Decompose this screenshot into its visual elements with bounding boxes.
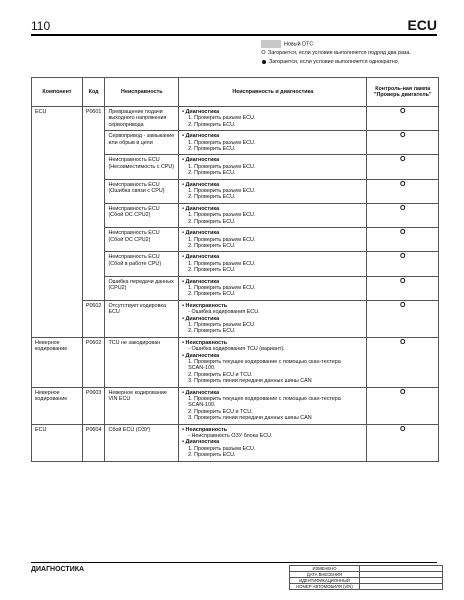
diagnostics-line: SCAN-100. [188,365,216,372]
diagnostics-line: 1. Проверить разъем ECU. [188,212,256,219]
component-cell: ECU [32,107,83,338]
table-row [32,387,439,424]
diagnostics-heading: • Диагностика [182,439,220,446]
diagnostics-cell [179,107,367,131]
legend-item-once: Загорается, если условие выполняется однократно. [261,58,411,67]
check-engine-mark: O [367,179,439,203]
check-engine-mark: O [367,203,439,227]
diagnostics-heading: • Диагностика [182,181,220,188]
footer-rule [31,562,437,563]
header-rule [31,34,437,36]
check-engine-mark: O [367,228,439,252]
diagnostics-line: 2. Проверить ECU и TCU. [188,371,253,378]
diagnostics-line: 2. Проверить ECU. [188,452,236,459]
diagnostics-heading: • Диагностика [182,254,220,261]
diagnostics-heading: • Неисправность [182,426,228,433]
revision-label: ДАТА ВНЕСЕНИЯ [290,572,360,578]
diagnostics-line: 2. Проверить ECU. [188,146,236,153]
table-row [32,337,439,387]
diagnostics-heading: • Диагностика [182,278,220,285]
table-row [32,107,439,131]
component-cell: ECU [32,424,83,461]
circle-o-icon: O [261,50,266,57]
header-diagnostics: Неисправность и диагностика [179,78,367,107]
diagnostics-line: 2. Проверить ECU. [188,242,236,249]
diagnostics-cell [179,387,367,424]
diagnostics-line: 1. Проверить разъем ECU. [188,188,256,195]
legend [261,40,411,67]
page-number: 110 [31,19,51,33]
fault-cell: Отсутствует кодировка ECU [105,300,179,337]
diagnostics-line: 1. Проверить разъем ECU. [188,139,256,146]
fault-cell: Неисправность ECU (Сбой ОС CPU2) [105,203,179,227]
section-title: ECU [407,17,437,33]
check-engine-mark: O [367,337,439,387]
header-code: Код [82,78,105,107]
table-header-row [32,78,439,107]
diagnostics-line: 2. Проверить ECU. [188,194,236,201]
header-check-engine-lamp: Контроль-ная лампа "Проверь двигатель" [367,78,439,107]
diagnostics-heading: • Диагностика [182,109,220,115]
header-fault: Неисправность [105,78,179,107]
check-engine-mark: O [367,131,439,155]
code-cell: P0602 [82,337,105,387]
diagnostics-heading: • Диагностика [182,230,220,237]
code-cell: P0604 [82,424,105,461]
table-row [32,300,439,337]
diagnostics-line: 1. Проверить разъем ECU. [188,163,256,170]
check-engine-mark: O [367,300,439,337]
diagnostics-heading: • Диагностика [182,133,220,140]
diagnostics-line: 1. Проверить разъем ECU. [188,321,256,328]
check-engine-mark: O [367,276,439,300]
fault-cell: Неисправность ECU (Несовместимость с CPU) [105,155,179,179]
revision-label: ИЗМЕНЕНО [290,566,360,572]
diagnostics-line: - Неисправность ОЗУ блока ECU. [188,433,273,440]
check-engine-mark: O [367,107,439,131]
diagnostics-cell [179,424,367,461]
diagnostics-heading: • Диагностика [182,205,220,212]
diagnostics-line: 3. Проверить линии передачи данных шины CAN [188,415,312,422]
new-dtc-swatch-icon [261,40,281,48]
diagnostics-cell [179,131,367,155]
code-cell: P0603 [82,387,105,424]
fault-cell: Неисправность ECU (Ошибка связи с CPU) [105,179,179,203]
check-engine-mark: O [367,424,439,461]
diagnostics-line: 1. Проверить разъем ECU. [188,236,256,243]
diagnostics-line: SCAN-100. [188,402,216,409]
diagnostics-cell [179,179,367,203]
diagnostics-cell [179,203,367,227]
diagnostics-heading: • Диагностика [182,352,220,359]
component-cell: Неверное кодирование [32,387,83,424]
diagnostics-line: 2. Проверить ECU. [188,291,236,298]
legend-item-twice: O Загорается, если условие выполняется подряд два раза. [261,50,411,57]
fault-cell: Сервопривод - замыкание или обрыв в цепи [105,131,179,155]
diagnostics-heading: • Неисправность [182,302,228,309]
header-component: Компонент [32,78,83,107]
fault-cell: TCU не закодирован [105,337,179,387]
diagnostics-line: 1. Проверить текущее кодирование с помощью скан-тестера [188,359,341,365]
check-engine-mark: O [367,252,439,276]
fault-cell: Ошибка передачи данных (CPU2) [105,276,179,300]
fault-cell: Неверное кодирование VIN ECU [105,387,179,424]
fault-cell: Превращение подачи выходного напряжения сервопривода [105,107,179,131]
diagnostics-cell [179,155,367,179]
diagnostics-line: - Ошибка кодирования ECU. [188,309,260,316]
diagnostics-cell [179,252,367,276]
check-engine-mark: O [367,155,439,179]
diagnostics-line: 1. Проверить текущее кодирование с помощью скан-тестера [188,396,341,403]
diagnostics-heading: • Диагностика [182,315,220,322]
diagnostics-heading: • Диагностика [182,389,220,396]
diagnostics-heading: • Неисправность [182,339,228,346]
fault-cell: Неисправность ECU (Сбой в работе CPU) [105,252,179,276]
diagnostics-line: 2. Проверить ECU и TCU. [188,408,253,415]
diagnostics-line: 1. Проверить разъем ECU. [188,115,256,122]
diagnostics-cell [179,337,367,387]
revision-label: ИДЕНТИФИКАЦИОННЫЙ [290,578,360,584]
legend-item-new-dtc: Новый DTC [261,40,411,49]
revision-box [289,565,443,590]
diagnostics-line: 1. Проверить разъем ECU. [188,445,256,452]
fault-cell: Сбой ECU (ОЗУ) [105,424,179,461]
table-row [32,424,439,461]
component-cell: Неверное кодирование [32,337,83,387]
revision-value [360,584,443,590]
code-cell: P0602 [82,300,105,337]
check-engine-mark: O [367,387,439,424]
diagnostics-table [31,77,439,462]
diagnostics-heading: • Диагностика [182,157,220,164]
diagnostics-cell [179,276,367,300]
diagnostics-line: 2. Проверить ECU. [188,121,236,128]
diagnostics-line: 2. Проверить ECU. [188,218,236,225]
diagnostics-line: 2. Проверить ECU. [188,170,236,177]
revision-label: НОМЕР АВТОМОБИЛЯ (VIN) [290,584,360,590]
diagnostics-cell [179,300,367,337]
diagnostics-line: 2. Проверить ECU. [188,267,236,274]
footer-title: ДИАГНОСТИКА [31,566,85,573]
diagnostics-line: 1. Проверить разъем ECU. [188,260,256,267]
fault-cell: Неисправность ECU (Сбой ОС CPU2) [105,228,179,252]
diagnostics-line: 3. Проверить линии передачи данных шины CAN [188,378,312,385]
diagnostics-cell [179,228,367,252]
filled-dot-icon [262,60,266,64]
diagnostics-line: 1. Проверить разъем ECU. [188,284,256,291]
diagnostics-line: - Ошибка кодирования TCU (вариант). [188,346,285,353]
code-cell: P0601 [82,107,105,301]
diagnostics-line: 2. Проверить ECU. [188,328,236,335]
